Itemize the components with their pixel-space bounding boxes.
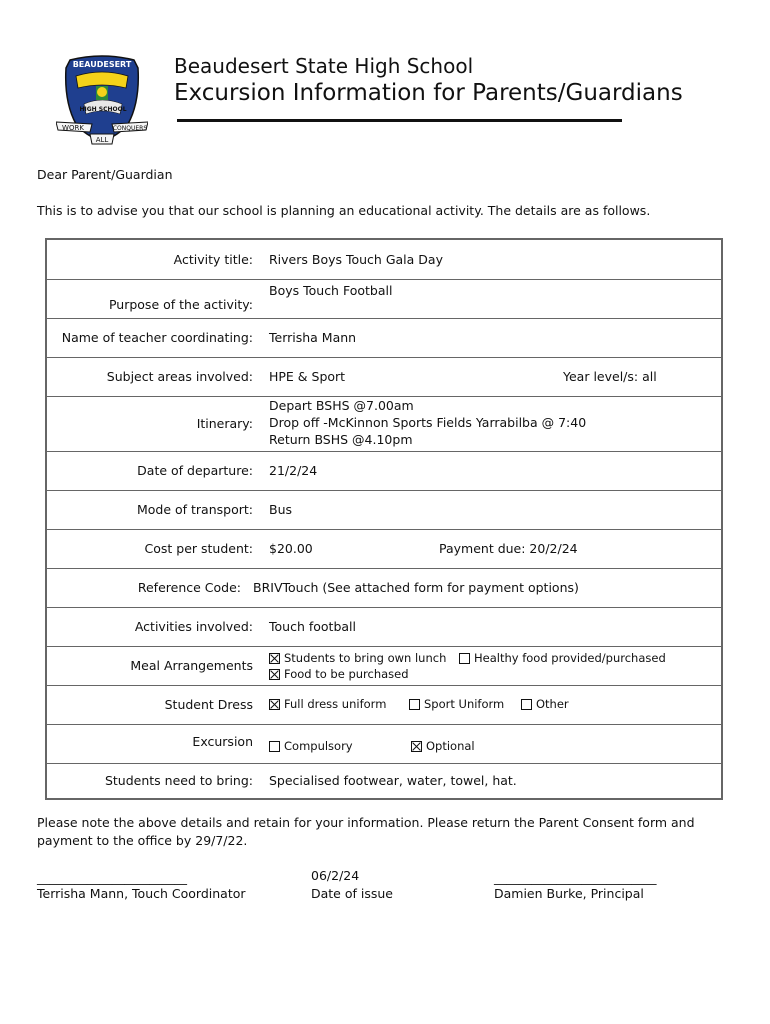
value-teacher: Terrisha Mann — [269, 330, 357, 345]
checkbox-unchecked-icon[interactable] — [521, 699, 532, 710]
row-dress — [47, 685, 721, 725]
label-itinerary: Itinerary: — [196, 416, 253, 431]
label-meal: Meal Arrangements — [130, 658, 253, 673]
itinerary-line-1: Depart BSHS @7.00am — [269, 398, 414, 413]
excursion-option-label: Optional — [426, 739, 475, 753]
dress-option-full-uniform[interactable] — [269, 697, 386, 711]
value-subject: HPE & Sport — [269, 369, 346, 384]
label-reference: Reference Code: — [137, 580, 241, 595]
row-itinerary — [47, 396, 721, 452]
logo-banner-right: CONQUERS — [112, 125, 148, 132]
value-payment-due: Payment due: 20/2/24 — [439, 541, 578, 556]
salutation: Dear Parent/Guardian — [37, 167, 173, 182]
page-title: Excursion Information for Parents/Guardians — [174, 80, 683, 106]
note-line-1: Please note the above details and retain for your information. Please return the Parent Consent form and — [37, 815, 695, 830]
row-excursion — [47, 724, 721, 764]
meal-option-label: Food to be purchased — [284, 667, 409, 681]
checkbox-checked-icon[interactable] — [269, 699, 280, 710]
intro-text: This is to advise you that our school is planning an educational activity. The details are as follows. — [37, 203, 651, 218]
meal-option-label: Students to bring own lunch — [284, 651, 447, 665]
label-excursion: Excursion — [192, 734, 253, 749]
checkbox-checked-icon[interactable] — [269, 669, 280, 680]
row-activity-title — [47, 240, 721, 280]
label-cost: Cost per student: — [144, 541, 253, 556]
checkbox-checked-icon[interactable] — [269, 653, 280, 664]
excursion-option-optional[interactable] — [411, 739, 475, 753]
itinerary-line-2: Drop off -McKinnon Sports Fields Yarrabilba @ 7:40 — [269, 415, 587, 430]
value-bring: Specialised footwear, water, towel, hat. — [269, 773, 517, 788]
row-bring — [47, 763, 721, 800]
row-departure — [47, 451, 721, 491]
logo-top-text: BEAUDESERT — [72, 60, 132, 69]
logo-banner-bottom: ALL — [95, 136, 109, 144]
meal-option-own-lunch[interactable] — [269, 651, 446, 665]
row-meal — [47, 646, 721, 686]
value-departure: 21/2/24 — [269, 463, 318, 478]
meal-option-label: Healthy food provided/purchased — [474, 651, 666, 665]
label-purpose: Purpose of the activity: — [108, 297, 253, 312]
checkbox-unchecked-icon[interactable] — [409, 699, 420, 710]
issue-date: 06/2/24 — [311, 868, 360, 883]
checkbox-checked-icon[interactable] — [411, 741, 422, 752]
dress-option-sport-uniform[interactable] — [409, 697, 504, 711]
dress-option-other[interactable] — [521, 697, 569, 711]
value-activity-title: Rivers Boys Touch Gala Day — [269, 252, 443, 267]
checkbox-unchecked-icon[interactable] — [459, 653, 470, 664]
label-activities: Activities involved: — [134, 619, 253, 634]
row-purpose — [47, 279, 721, 319]
value-activities: Touch football — [269, 619, 356, 634]
value-cost: $20.00 — [269, 541, 313, 556]
meal-option-healthy-food[interactable] — [459, 651, 666, 665]
row-cost — [47, 529, 721, 569]
dress-option-label: Sport Uniform — [424, 697, 505, 711]
label-transport: Mode of transport: — [136, 502, 253, 517]
row-transport — [47, 490, 721, 530]
label-departure: Date of departure: — [137, 463, 253, 478]
row-reference — [47, 568, 721, 608]
value-reference: BRIVTouch (See attached form for payment options) — [253, 580, 579, 595]
row-teacher — [47, 318, 721, 358]
value-purpose: Boys Touch Football — [269, 283, 393, 298]
label-subject: Subject areas involved: — [106, 369, 253, 384]
itinerary-line-3: Return BSHS @4.10pm — [269, 432, 413, 447]
label-activity-title: Activity title: — [173, 252, 253, 267]
row-subject — [47, 357, 721, 397]
signature-line-principal: __________________________ — [494, 870, 657, 885]
value-transport: Bus — [269, 502, 293, 517]
excursion-option-compulsory[interactable] — [269, 739, 353, 753]
label-dress: Student Dress — [164, 697, 253, 712]
issue-date-label: Date of issue — [311, 886, 393, 901]
logo-band-text: HIGH SCHOOL — [79, 106, 127, 113]
value-year-level: Year level/s: all — [563, 369, 657, 384]
label-bring: Students need to bring: — [104, 773, 253, 788]
details-table — [45, 238, 723, 800]
note-line-2: payment to the office by 29/7/22. — [37, 833, 248, 848]
excursion-option-label: Compulsory — [284, 739, 353, 753]
school-crest-logo — [56, 54, 148, 146]
dress-option-label: Other — [536, 697, 569, 711]
title-underline — [177, 119, 622, 122]
label-teacher: Name of teacher coordinating: — [61, 330, 253, 345]
meal-option-food-purchased[interactable] — [269, 667, 409, 681]
checkbox-unchecked-icon[interactable] — [269, 741, 280, 752]
school-name: Beaudesert State High School — [174, 54, 474, 78]
row-activities — [47, 607, 721, 647]
logo-banner-left: WORK — [62, 124, 84, 132]
signature-line-coordinator: ________________________ — [37, 870, 187, 885]
signature-name-principal: Damien Burke, Principal — [494, 886, 644, 901]
signature-name-coordinator: Terrisha Mann, Touch Coordinator — [37, 886, 246, 901]
dress-option-label: Full dress uniform — [284, 697, 387, 711]
